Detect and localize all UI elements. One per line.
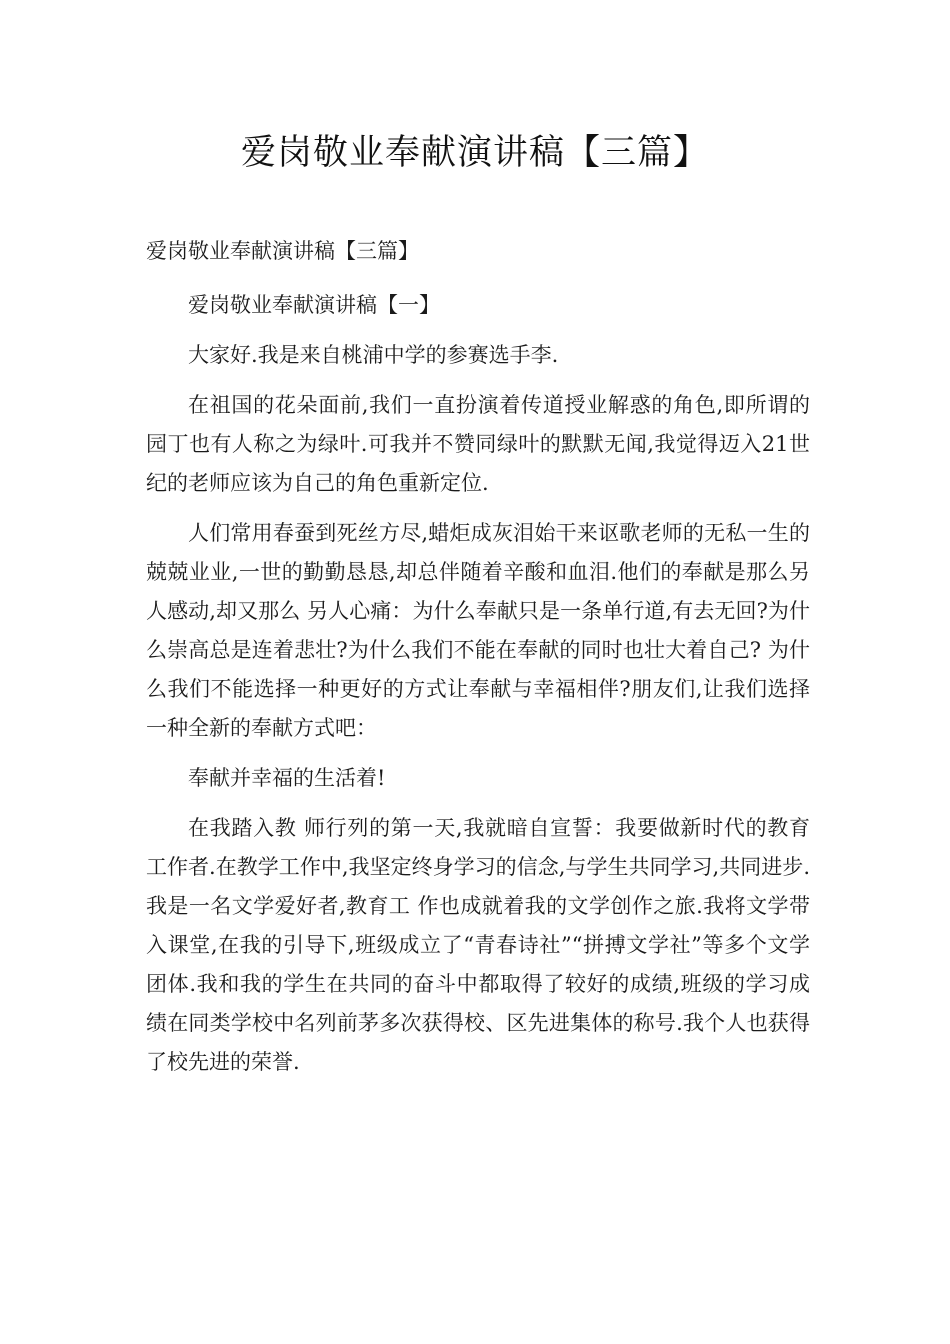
section-heading: 爱岗敬业奉献演讲稿【一】 <box>188 293 440 317</box>
paragraph: 在我踏入教 师行列的第一天,我就暗自宣誓：我要做新时代的教育工作者.在教学工作中,我坚定终身学习的信念,与学生共同学习,共同进步.我是一名文学爱好者,教育工 作也成就着我的文学创作之旅.我将文学带入课堂,在我的引导下,班级成立了“青春诗社”“拼搏文学社”等多个文学团体.我和我的学生在共同的奋斗中都取得了较好的成绩,班级的学习成绩在同类学校中名列前茅多次获得校、区先进集体的称号.我个人也获得了校先进的荣誉. <box>146 816 810 1074</box>
document-subtitle: 爱岗敬业奉献演讲稿【三篇】 <box>146 239 419 263</box>
paragraph: 在祖国的花朵面前,我们一直扮演着传道授业解惑的角色,即所谓的园丁也有人称之为绿叶.可我并不赞同绿叶的默默无闻,我觉得迈入21世纪的老师应该为自己的角色重新定位. <box>146 393 810 495</box>
paragraph: 大家好.我是来自桃浦中学的参赛选手李. <box>188 343 559 367</box>
paragraph: 奉献并幸福的生活着! <box>188 766 386 790</box>
document-body <box>146 232 810 1093</box>
document-title: 爱岗敬业奉献演讲稿【三篇】 <box>240 133 709 173</box>
paragraph: 人们常用春蚕到死丝方尽,蜡炬成灰泪始干来讴歌老师的无私一生的兢兢业业,一世的勤勤恳恳,却总伴随着辛酸和血泪.他们的奉献是那么另人感动,却又那么 另人心痛：为什么奉献只是一条单行道,有去无回?为什么崇高总是连着悲壮?为什么我们不能在奉献的同时也壮大着自己? 为什么我们不能选择一种更好的方式让奉献与幸福相伴?朋友们,让我们选择一种全新的奉献方式吧： <box>146 521 810 740</box>
